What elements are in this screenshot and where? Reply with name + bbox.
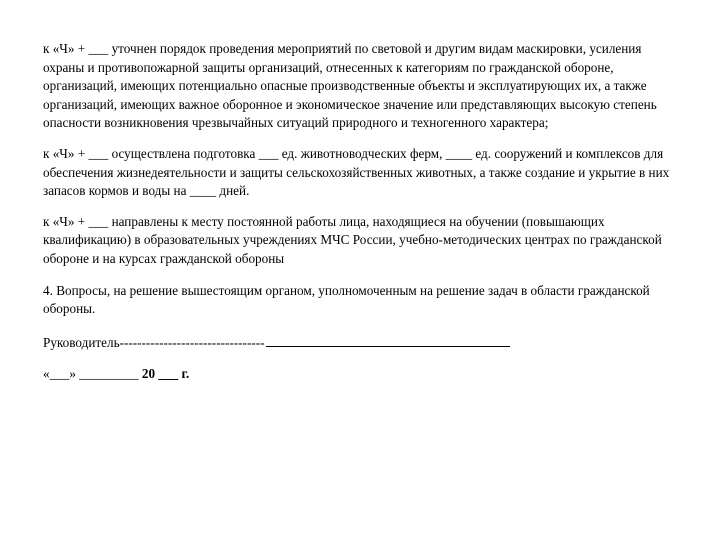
date-prefix: «___» _________ bbox=[43, 366, 142, 382]
paragraph-trainees-return: к «Ч» + ___ направлены к месту постоянной работы лица, находящиеся на обучении (повышающих квалификацию) в образовательных учреждениях МЧС России, учебно-методических центрах по гражданской обороне и на курсах гражданской обороны bbox=[43, 213, 662, 266]
document-page bbox=[43, 40, 677, 384]
date-year: 20 ___ г. bbox=[141, 366, 190, 382]
paragraph-questions: 4. Вопросы, на решение вышестоящим органом, уполномоченным на решение задач в области гражданской обороны. bbox=[43, 282, 650, 317]
paragraph-light-masking: к «Ч» + ___ уточнен порядок проведения мероприятий по световой и другим видам маскировки, усиления охраны и противопожарной защиты организаций, отнесенных к категориям по гражданской обороне, организаций, имеющих потенциально опасные производственные объекты и эксплуатирующих их, а также организаций, имеющих важное оборонное и экономическое значение или представляющих высокую степень опасности возникновения чрезвычайных ситуаций природного и техногенного характера; bbox=[43, 41, 657, 131]
paragraph-livestock-farms: к «Ч» + ___ осуществлена подготовка ___ ед. животноводческих ферм, ____ ед. сооружений и комплексов для обеспечения жизнедеятельности и защиты сельскохозяйственных животных, а также создание и укрытие в них запасов кормов и воды на ____ дней. bbox=[43, 145, 670, 199]
date-block bbox=[43, 365, 677, 384]
signature-line bbox=[266, 332, 510, 347]
signature-label: Руководитель--------------------------------- bbox=[43, 334, 265, 350]
signature-block bbox=[43, 332, 677, 353]
